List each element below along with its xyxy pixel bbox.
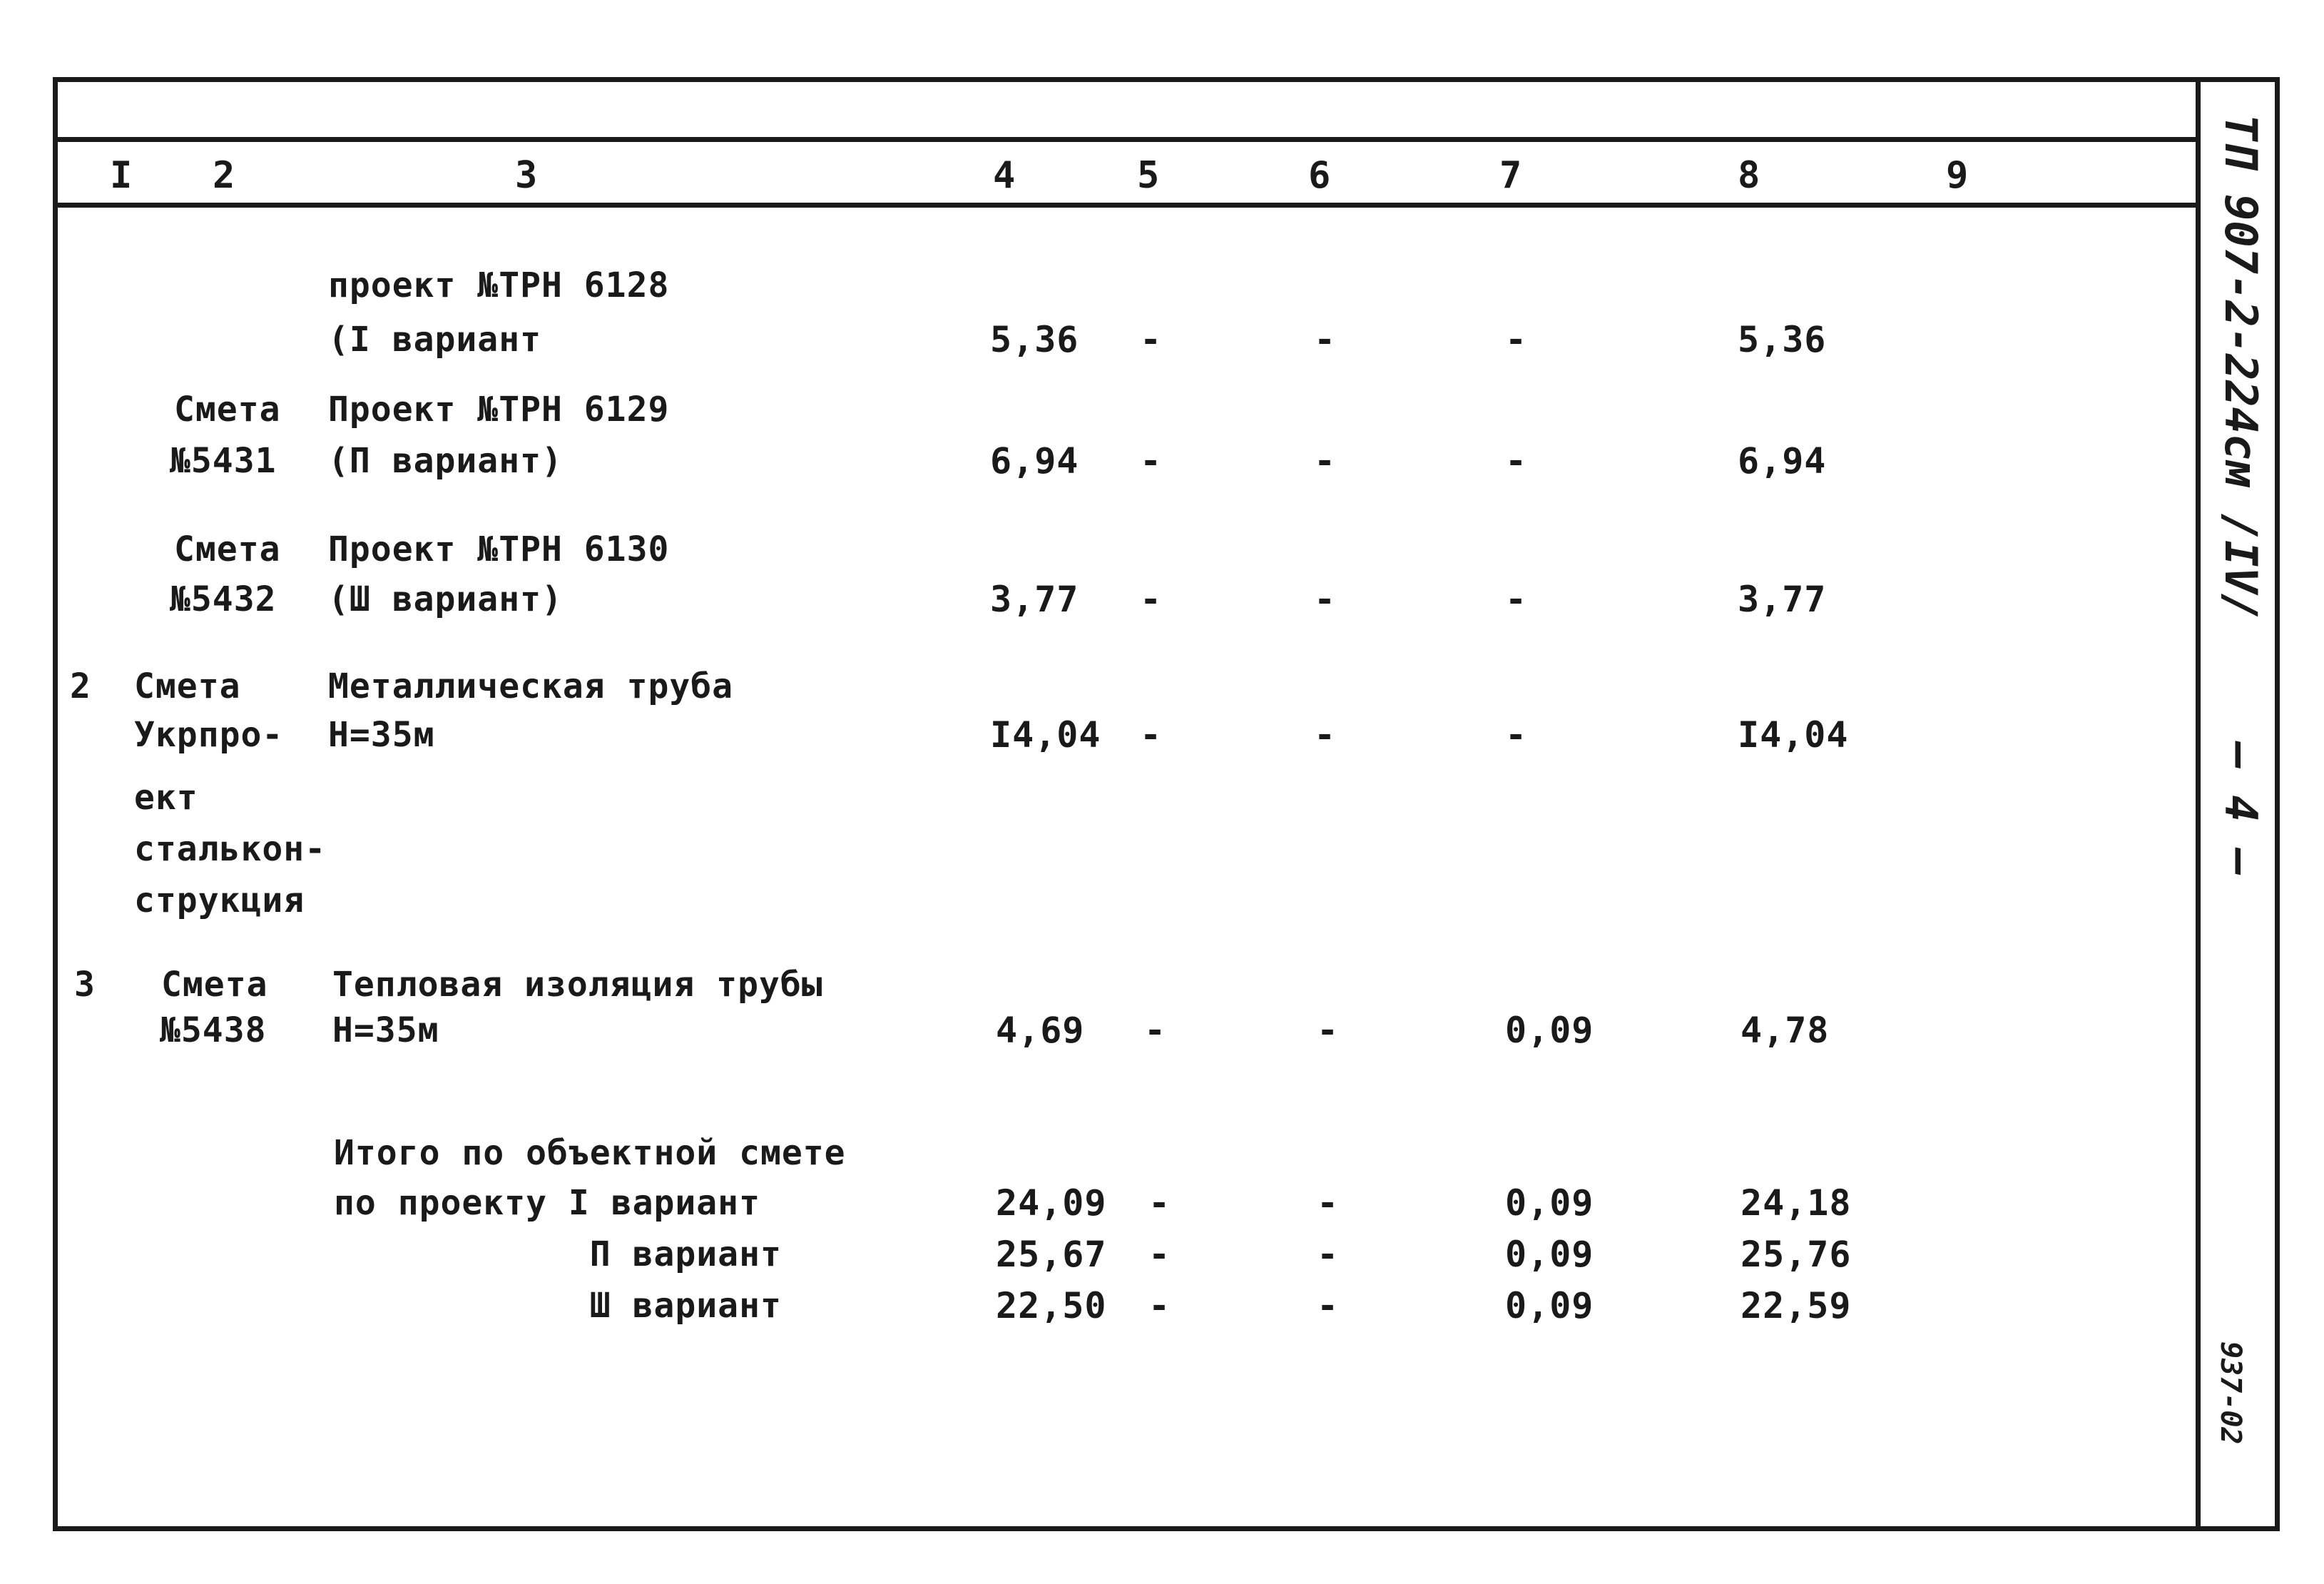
cell-col5: - bbox=[1148, 1182, 1171, 1224]
cell-description: Металлическая труба bbox=[328, 666, 734, 706]
cell-col4: 5,36 bbox=[990, 319, 1079, 360]
cell-document: Укрпро- bbox=[134, 715, 284, 755]
column-header: I bbox=[110, 154, 133, 197]
cell-col6: - bbox=[1314, 319, 1337, 360]
cell-document: Смета bbox=[161, 965, 268, 1005]
totals-heading: Итого по объектной смете bbox=[334, 1133, 846, 1173]
cell-col8: 24,18 bbox=[1741, 1182, 1852, 1224]
cell-col5: - bbox=[1140, 319, 1163, 360]
cell-col5: - bbox=[1140, 714, 1163, 756]
cell-col7: 0,09 bbox=[1505, 1182, 1594, 1224]
cell-col8: 4,78 bbox=[1741, 1010, 1830, 1051]
cell-col6: - bbox=[1317, 1285, 1340, 1326]
cell-col5: - bbox=[1144, 1010, 1167, 1051]
stamp-number: 937-02 bbox=[2214, 1341, 2247, 1445]
cell-col5: - bbox=[1148, 1285, 1171, 1326]
cell-description: Н=35м bbox=[328, 715, 435, 755]
cell-col7: 0,09 bbox=[1505, 1010, 1594, 1051]
cell-col6: - bbox=[1317, 1234, 1340, 1275]
cell-col6: - bbox=[1314, 714, 1337, 756]
cell-document: №5432 bbox=[170, 579, 277, 619]
cell-description: (П вариант) bbox=[328, 441, 563, 481]
cell-number: 3 bbox=[74, 965, 96, 1005]
column-header: 6 bbox=[1308, 154, 1332, 197]
cell-document: №5438 bbox=[160, 1010, 267, 1050]
cell-col8: 3,77 bbox=[1738, 579, 1827, 620]
cell-col4: 24,09 bbox=[996, 1182, 1107, 1224]
totals-variant: по проекту I вариант bbox=[334, 1183, 760, 1223]
cell-col7: 0,09 bbox=[1505, 1285, 1594, 1326]
cell-document: сталькон- bbox=[134, 829, 327, 869]
cell-number: 2 bbox=[70, 666, 91, 706]
cell-col5: - bbox=[1140, 440, 1163, 482]
column-header: 9 bbox=[1946, 154, 1969, 197]
cell-col4: 4,69 bbox=[996, 1010, 1085, 1051]
column-header: 8 bbox=[1738, 154, 1761, 197]
cell-document: ект bbox=[134, 778, 198, 818]
cell-col7: - bbox=[1505, 714, 1528, 756]
cell-description: (I вариант bbox=[328, 320, 541, 360]
cell-col4: 25,67 bbox=[996, 1234, 1107, 1275]
document-code: ТП 907-2-224см /IV/ bbox=[2215, 114, 2267, 621]
cell-document: Смета bbox=[134, 666, 241, 706]
cell-document: Смета bbox=[174, 529, 281, 569]
column-header: 4 bbox=[993, 154, 1016, 197]
cell-document: Смета bbox=[174, 390, 281, 430]
cell-col8: I4,04 bbox=[1738, 714, 1849, 756]
column-header: 3 bbox=[515, 154, 539, 197]
cell-description: (Ш вариант) bbox=[328, 579, 563, 619]
totals-variant: Ш вариант bbox=[334, 1286, 782, 1326]
side-margin-rule bbox=[2196, 77, 2201, 1531]
cell-col8: 22,59 bbox=[1741, 1285, 1852, 1326]
cell-col4: I4,04 bbox=[990, 714, 1101, 756]
cell-description: Н=35м bbox=[332, 1010, 439, 1050]
cell-col8: 5,36 bbox=[1738, 319, 1827, 360]
column-header: 2 bbox=[213, 154, 236, 197]
header-bottom-rule bbox=[53, 203, 2197, 208]
cell-col4: 3,77 bbox=[990, 579, 1079, 620]
cell-col8: 25,76 bbox=[1741, 1234, 1852, 1275]
cell-col7: - bbox=[1505, 440, 1528, 482]
column-header: 7 bbox=[1499, 154, 1523, 197]
cell-col4: 22,50 bbox=[996, 1285, 1107, 1326]
cell-document: №5431 bbox=[170, 441, 277, 481]
cell-col7: 0,09 bbox=[1505, 1234, 1594, 1275]
cell-col5: - bbox=[1140, 579, 1163, 620]
cell-description: Проект №ТРН 6130 bbox=[328, 529, 670, 569]
cell-col6: - bbox=[1317, 1182, 1340, 1224]
cell-description: проект №ТРН 6128 bbox=[328, 265, 670, 305]
cell-col6: - bbox=[1314, 440, 1337, 482]
cell-col6: - bbox=[1314, 579, 1337, 620]
header-top-rule bbox=[53, 137, 2197, 142]
cell-col6: - bbox=[1317, 1010, 1340, 1051]
column-header: 5 bbox=[1137, 154, 1161, 197]
cell-col8: 6,94 bbox=[1738, 440, 1827, 482]
totals-variant: П вариант bbox=[334, 1234, 782, 1274]
cell-description: Тепловая изоляция трубы bbox=[332, 965, 823, 1005]
page-number: — 4 — bbox=[2215, 742, 2267, 875]
cell-col5: - bbox=[1148, 1234, 1171, 1275]
cell-col7: - bbox=[1505, 319, 1528, 360]
cell-description: Проект №ТРН 6129 bbox=[328, 390, 670, 430]
cell-col4: 6,94 bbox=[990, 440, 1079, 482]
cell-col7: - bbox=[1505, 579, 1528, 620]
cell-document: струкция bbox=[134, 880, 305, 920]
